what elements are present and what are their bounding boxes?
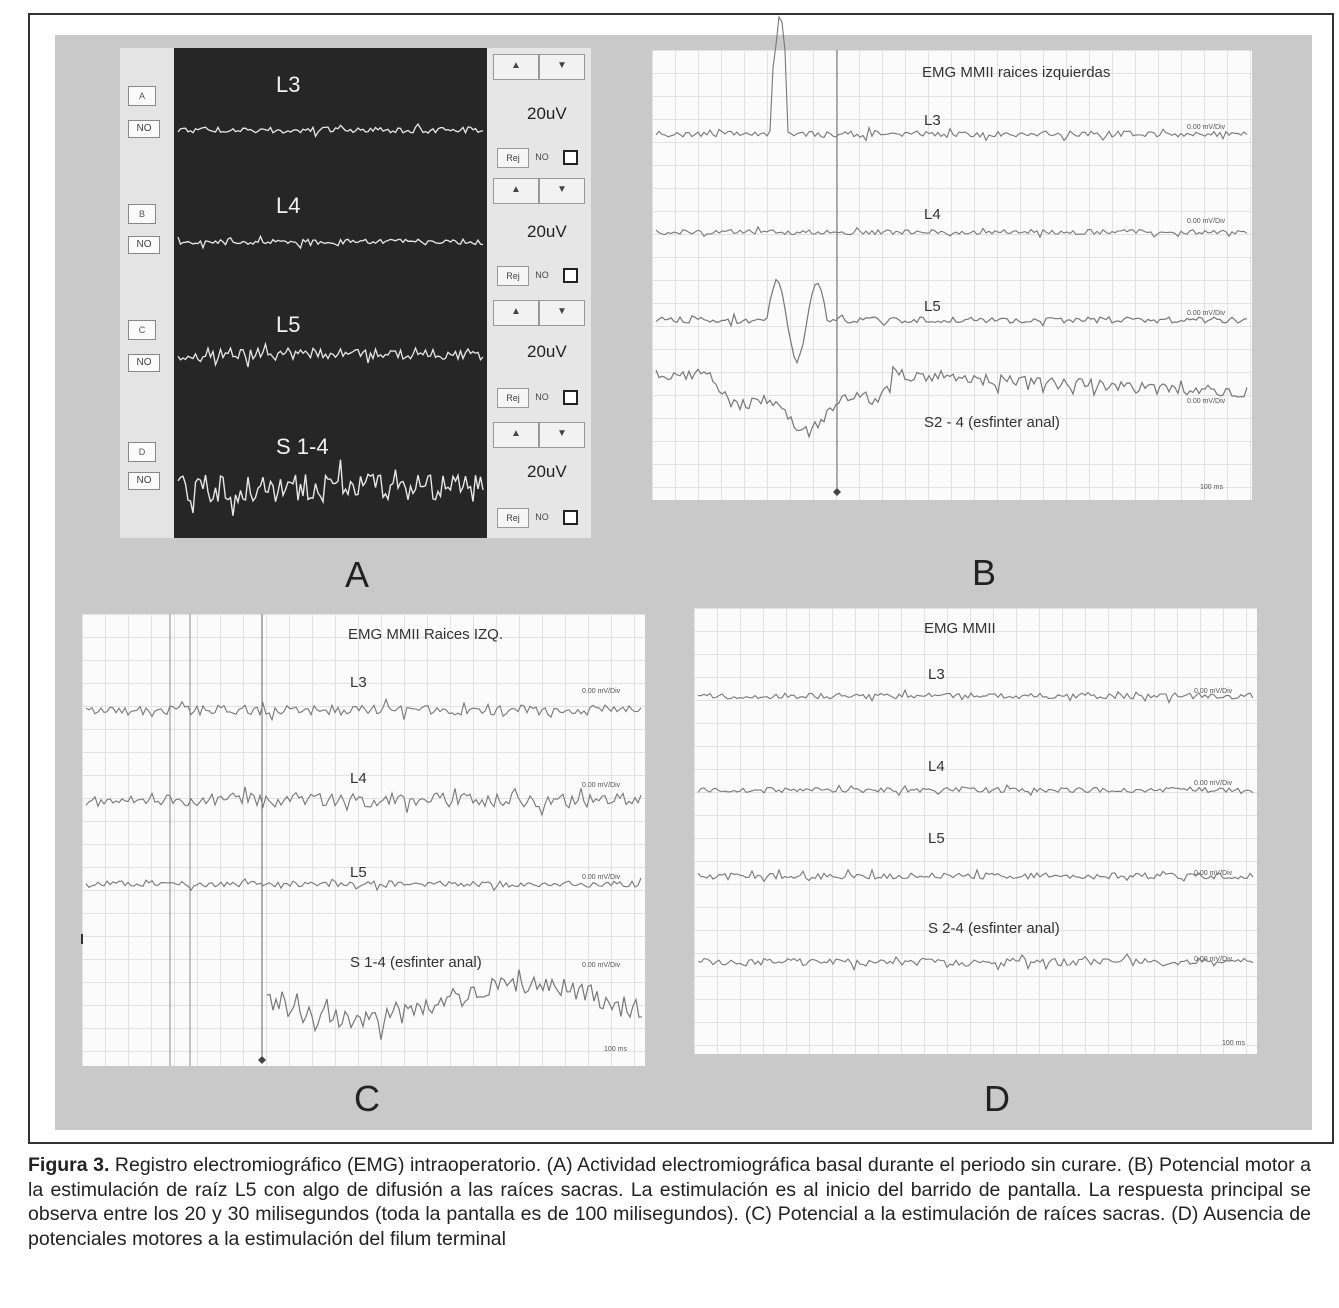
trace-a-l5 [178, 344, 483, 367]
panel-d-label-l3: L3 [928, 666, 945, 683]
panel-c-label-l4: L4 [350, 770, 367, 787]
reject-button-3[interactable]: Rej [497, 388, 529, 408]
panel-d-label-s24: S 2-4 (esfinter anal) [928, 920, 1060, 937]
panel-d-scale-3: 0.00 mV/Div [1194, 870, 1233, 877]
trace-a-l4 [178, 236, 483, 248]
panel-c-label-l3: L3 [350, 674, 367, 691]
panel-b-scale-4: 0.00 mV/Div [1187, 398, 1226, 405]
trace-d-l3 [698, 690, 1253, 703]
trace-label-l3: L3 [276, 72, 301, 97]
gain-down-button-2[interactable]: ▼ [539, 178, 585, 204]
trace-label-l4: L4 [276, 193, 301, 218]
channel-c-no: NO [128, 354, 160, 372]
reject-no-4: NO [535, 512, 549, 522]
panel-b-timescale: 100 ms [1200, 484, 1223, 491]
panel-a-traces [174, 48, 487, 538]
panel-c-timescale: 100 ms [604, 1046, 627, 1053]
panel-d-title: EMG MMII [924, 620, 996, 637]
reject-no-1: NO [535, 152, 549, 162]
reject-button-1[interactable]: Rej [497, 148, 529, 168]
panel-letter-d: D [984, 1078, 1010, 1119]
gain-down-button-3[interactable]: ▼ [539, 300, 585, 326]
gain-up-button-1[interactable]: ▲ [493, 54, 539, 80]
panel-b-title: EMG MMII raices izquierdas [922, 64, 1111, 81]
reject-button-2[interactable]: Rej [497, 266, 529, 286]
panel-d-scale-4: 0.00 mV/Div [1194, 956, 1233, 963]
gain-value-1: 20uV [527, 104, 567, 123]
panel-c-label-s14: S 1-4 (esfinter anal) [350, 954, 482, 971]
panel-c-scale-1: 0.00 mV/Div [582, 688, 621, 695]
trace-b-l4 [656, 227, 1247, 237]
panel-b-label-l4: L4 [924, 206, 941, 223]
panel-b-cursor-marker [833, 488, 841, 496]
trace-d-l4 [698, 785, 1253, 795]
checkbox-4[interactable] [563, 510, 578, 525]
trace-a-l3 [178, 124, 483, 136]
panel-a-gain-controls [487, 48, 591, 538]
reject-no-3: NO [535, 392, 549, 402]
panel-d-scale-1: 0.00 mV/Div [1194, 688, 1233, 695]
trace-label-l5: L5 [276, 312, 301, 337]
trace-d-s24 [698, 954, 1253, 970]
panel-c [82, 614, 645, 1119]
panel-b-scale-1: 0.00 mV/Div [1187, 124, 1226, 131]
channel-c-box: C [128, 320, 156, 340]
panel-b-scale-3: 0.00 mV/Div [1187, 310, 1226, 317]
gain-down-button-4[interactable]: ▼ [539, 422, 585, 448]
panel-c-cursor-marker [258, 1056, 266, 1064]
panel-letter-c: C [354, 1078, 380, 1119]
channel-b-no: NO [128, 236, 160, 254]
panel-a-channel-controls [120, 48, 174, 538]
panel-d-traces [694, 608, 1257, 1054]
gain-down-button-1[interactable]: ▼ [539, 54, 585, 80]
checkbox-2[interactable] [563, 268, 578, 283]
panel-b-label-s24: S2 - 4 (esfinter anal) [924, 414, 1060, 431]
reject-button-4[interactable]: Rej [497, 508, 529, 528]
gain-up-button-4[interactable]: ▲ [493, 422, 539, 448]
panel-d-label-l4: L4 [928, 758, 945, 775]
trace-c-l5 [86, 878, 641, 891]
panel-c-traces [82, 614, 645, 1066]
panel-d-timescale: 100 ms [1222, 1040, 1245, 1047]
panel-letter-b: B [972, 552, 997, 593]
trace-d-l5 [698, 870, 1253, 881]
panel-d [694, 608, 1257, 1119]
figure-caption-text: Registro electromiográfico (EMG) intraoperatorio. (A) Actividad electromiográfica basal durante el periodo sin curare. (B) Potencial motor a la estimulación de raíz L5 con algo de difusión a las raíces sacras. La estimulación es al inicio del barrido de pantalla. La respuesta principal se observa entre los 20 y 30 milisegundos (toda la pantalla es de 100 milisegundos). (C) Potencial a la estimulación de raíces sacras. (D) Ausencia de potenciales motores a la estimulación del filum terminal [28, 1154, 1311, 1250]
panel-b [652, 50, 1252, 593]
gain-value-4: 20uV [527, 462, 567, 481]
checkbox-3[interactable] [563, 390, 578, 405]
gain-value-2: 20uV [527, 222, 567, 241]
trace-a-s14 [178, 460, 483, 516]
panel-b-scale-2: 0.00 mV/Div [1187, 218, 1226, 225]
channel-a-box: A [128, 86, 156, 106]
panel-d-scale-2: 0.00 mV/Div [1194, 780, 1233, 787]
trace-label-s14: S 1-4 [276, 434, 329, 459]
trace-c-l3 [86, 699, 641, 719]
panel-b-label-l5: L5 [924, 298, 941, 315]
panel-b-traces [652, 50, 1252, 500]
gain-up-button-2[interactable]: ▲ [493, 178, 539, 204]
trace-b-s24 [656, 367, 1247, 437]
trace-c-l4 [86, 787, 641, 815]
checkbox-1[interactable] [563, 150, 578, 165]
figure-label: Figura 3. [28, 1154, 110, 1176]
channel-b-box: B [128, 204, 156, 224]
reject-no-2: NO [535, 270, 549, 280]
panel-c-label-l5: L5 [350, 864, 367, 881]
channel-a-no: NO [128, 120, 160, 138]
panel-b-label-l3: L3 [924, 112, 941, 129]
panel-c-scale-3: 0.00 mV/Div [582, 874, 621, 881]
panel-a-display [174, 48, 487, 538]
gain-value-3: 20uV [527, 342, 567, 361]
panel-c-scale-2: 0.00 mV/Div [582, 782, 621, 789]
figure-caption [28, 1153, 1311, 1251]
trace-c-s14 [267, 970, 642, 1040]
channel-d-no: NO [128, 472, 160, 490]
gain-up-button-3[interactable]: ▲ [493, 300, 539, 326]
panel-c-title: EMG MMII Raices IZQ. [348, 626, 504, 643]
trace-b-l5 [656, 280, 1247, 363]
channel-d-box: D [128, 442, 156, 462]
panel-c-scale-4: 0.00 mV/Div [582, 962, 621, 969]
panel-d-label-l5: L5 [928, 830, 945, 847]
panel-letter-a: A [345, 554, 370, 595]
